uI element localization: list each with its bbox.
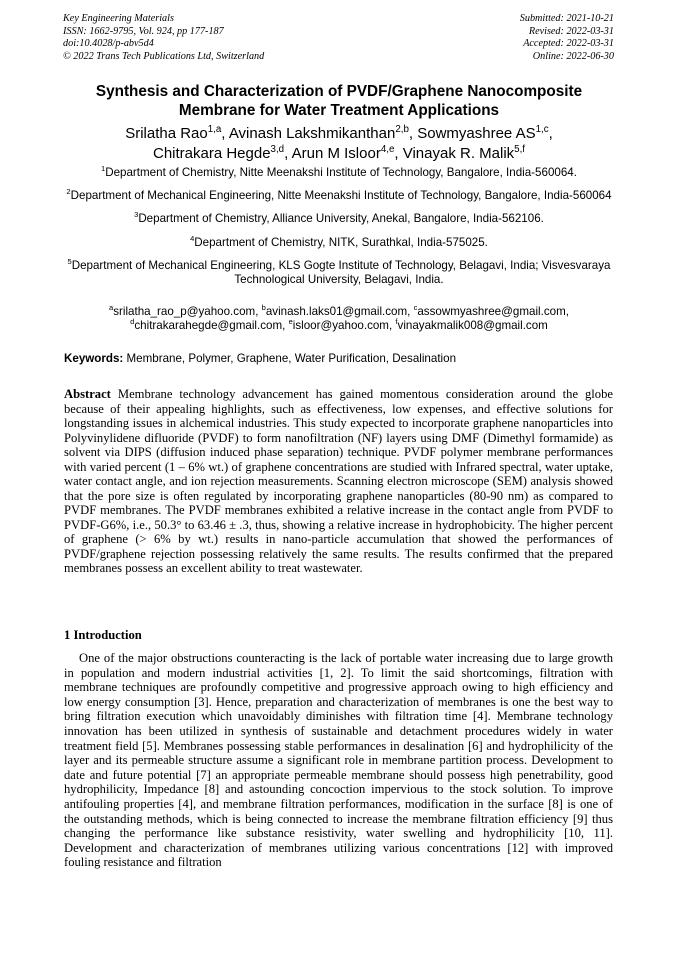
author-name: Chitrakara Hegde [152, 145, 271, 162]
affiliation-4 [60, 233, 618, 250]
email-line-2: $^d$chitrakarahegde@gmail.com, $^e$isloor@yahoo.com, $^f$vinayakmalik008@gmail.com [130, 317, 548, 333]
affiliation-sup: 3 [134, 210, 139, 220]
email-sup: a [109, 303, 114, 313]
paper-title [40, 82, 638, 120]
keywords [64, 352, 614, 366]
affiliation-text: Department of Mechanical Engineering, KLS Gogte Institute of Technology, Belagavi, India; Visvesvaraya Technological University, Belagavi, India. [71, 258, 611, 287]
revised-date: Revised: 2022-03-31 [528, 25, 614, 37]
publication-dates [520, 13, 614, 63]
journal-name: Key Engineering Materials [63, 13, 174, 24]
affiliation-list [60, 166, 618, 296]
author-emails [40, 305, 638, 333]
author-affil-sup: 3,d [270, 144, 285, 155]
author-line-2: Chitrakara Hegde$^{3,d}$, Arun M Isloor$^{4,e}$, Vinayak R. Malik$^{5,f}$ [152, 144, 526, 162]
author-line-1: Srilatha Rao$^{1,a}$, Avinash Lakshmikanthan$^{2,b}$, Sowmyashree AS$^{1,c}$, [125, 124, 553, 142]
accepted-date: Accepted: 2022-03-31 [523, 38, 614, 50]
affiliation-sup: 5 [67, 256, 72, 266]
keywords-text: Membrane, Polymer, Graphene, Water Purification, Desalination [126, 352, 457, 365]
email-link[interactable]: assowmyashree@gmail.com [417, 305, 566, 318]
author-list [40, 124, 638, 164]
email-sup: d [130, 317, 135, 327]
email-line-1: $^a$srilatha_rao_p@yahoo.com, $^b$avinash.laks01@gmail.com, $^c$assowmyashree@gmail.com, [109, 303, 569, 318]
email-sup: b [261, 303, 266, 313]
section-heading: 1 Introduction [64, 628, 142, 642]
affiliation-5 [60, 256, 618, 287]
email-link[interactable]: isloor@yahoo.com [292, 319, 389, 333]
title-line-2: Membrane for Water Treatment Applications [178, 102, 500, 119]
affiliation-sup: 4 [190, 233, 195, 243]
affiliation-text: Department of Chemistry, Nitte Meenakshi Institute of Technology, Bangalore, India-560064. [105, 166, 577, 179]
affiliation-sup: 2 [66, 187, 71, 197]
author-affil-sup: 1,a [207, 124, 222, 135]
journal-info [63, 13, 264, 63]
keywords-label: Keywords: [64, 352, 124, 365]
author-name: Avinash Lakshmikanthan [228, 125, 396, 142]
submitted-date: Submitted: 2021-10-21 [519, 13, 614, 24]
abstract [64, 387, 613, 576]
email-link[interactable]: vinayakmalik008@gmail.com [397, 319, 548, 333]
online-date: Online: 2022-06-30 [532, 50, 614, 62]
affiliation-2 [60, 189, 618, 203]
email-sup: f [395, 317, 398, 327]
author-affil-sup: 5,f [514, 144, 526, 155]
email-link[interactable]: srilatha_rao_p@yahoo.com [113, 305, 256, 318]
author-affil-sup: 1,c [535, 124, 549, 135]
journal-issn: ISSN: 1662-9795, Vol. 924, pp 177-187 [63, 25, 224, 37]
journal-doi: doi:10.4028/p-abv5d4 [63, 38, 154, 50]
journal-copyright: © 2022 Trans Tech Publications Ltd, Switzerland [63, 50, 265, 62]
title-line-1: Synthesis and Characterization of PVDF/Graphene Nanocomposite [95, 83, 583, 100]
author-name: Sowmyashree AS [417, 125, 536, 142]
affiliation-3 [60, 212, 618, 226]
author-affil-sup: 2,b [395, 124, 409, 135]
email-link[interactable]: chitrakarahegde@gmail.com [134, 319, 283, 333]
author-affil-sup: 4,e [380, 144, 395, 155]
author-name: Vinayak R. Malik [402, 145, 515, 162]
affiliation-text: Department of Mechanical Engineering, Nitte Meenakshi Institute of Technology, Bangalore, India-560064 [70, 189, 612, 203]
affiliation-text: Department of Chemistry, Alliance University, Anekal, Bangalore, India-562106. [138, 212, 544, 226]
introduction-paragraph: One of the major obstructions counteracting is the lack of portable water increasing due to large growth in population and modern industrial activities [1, 2]. To limit the said shortcomings, filtration with membrane techniques are profoundly competitive and progressive approach owing to high efficiency and low energy consumption [3]. Hence, preparation and characterization of membranes is one the best way to bring filtration execution which unavoidably diminishes with filtration time [4]. Membrane technology innovation has been utilized in synthesis of sustainable and detachment procedures widely in water treatment field [5]. Membranes possessing stable performances in desalination [6] and hydrophilicity of the layer and its permeable structure assume a significant role in membrane partition process. Development to date and future potential [7] an appropriate permeable membrane should possess high penetrability, good hydrophilicity, Impedance [8] and astounding concoction impervious to the stock solution. To improve antifouling properties [4], and membrane filtration performances, modification in the surface [8] is one of the outstanding methods, which is being connected to increase the membrane filtration efficiency [9] thus changing the performance like substance resistivity, water swelling and hydrophilicity [10, 11]. Development and characterization of membranes utilizing various concentrations [12] with improved fouling resistance and filtration [64, 651, 613, 870]
author-name: Srilatha Rao [125, 125, 208, 142]
abstract-text: Membrane technology advancement has gained momentous consideration around the globe because of their appealing highlights, such as effectiveness, low expenses, and effective solutions for longstanding issues in alchemical industries. This study expected to incorporate graphene nanoparticles into Polyvinylidene difluoride (PVDF) to form nanofiltration (NF) layers using DMF (Dimethyl formamide) as solvent via DIPS (diffusion induced phase separation) technique. PVDF polymer membrane performances with varied percent (1 – 6% wt.) of graphene concentrations are studied with Infrared spectral, water uptake, water contact angle, and ion rejection measurements. Scanning electron microscope (SEM) analysis showed that the pore size is often regulated by incorporating graphene nanoparticles (80-90 nm) as compared to PVDF membranes. The PVDF membranes exhibited a relative increase in the contact angle from PVDF to PVDF-G6%, i.e., 50.3° to 63.46 ± .3, thus, showing a relative increase in hydrophobicity. The higher percent of graphene (> 6% by wt.) results in nano-particle accumulation that showed the performances of PVDF/graphene rejection possessing relatively the same results. The results confirmed that the prepared membranes possess an excellent ability to treat wastewater. [64, 387, 613, 575]
author-name: Arun M Isloor [291, 145, 381, 162]
email-sup: c [413, 303, 418, 313]
affiliation-sup: 1 [101, 164, 106, 174]
affiliation-text: Department of Chemistry, NITK, Surathkal, India-575025. [194, 235, 488, 249]
abstract-label: Abstract [64, 387, 111, 401]
email-link[interactable]: avinash.laks01@gmail.com [265, 305, 408, 318]
affiliation-1 [60, 166, 618, 180]
email-sup: e [288, 317, 293, 327]
